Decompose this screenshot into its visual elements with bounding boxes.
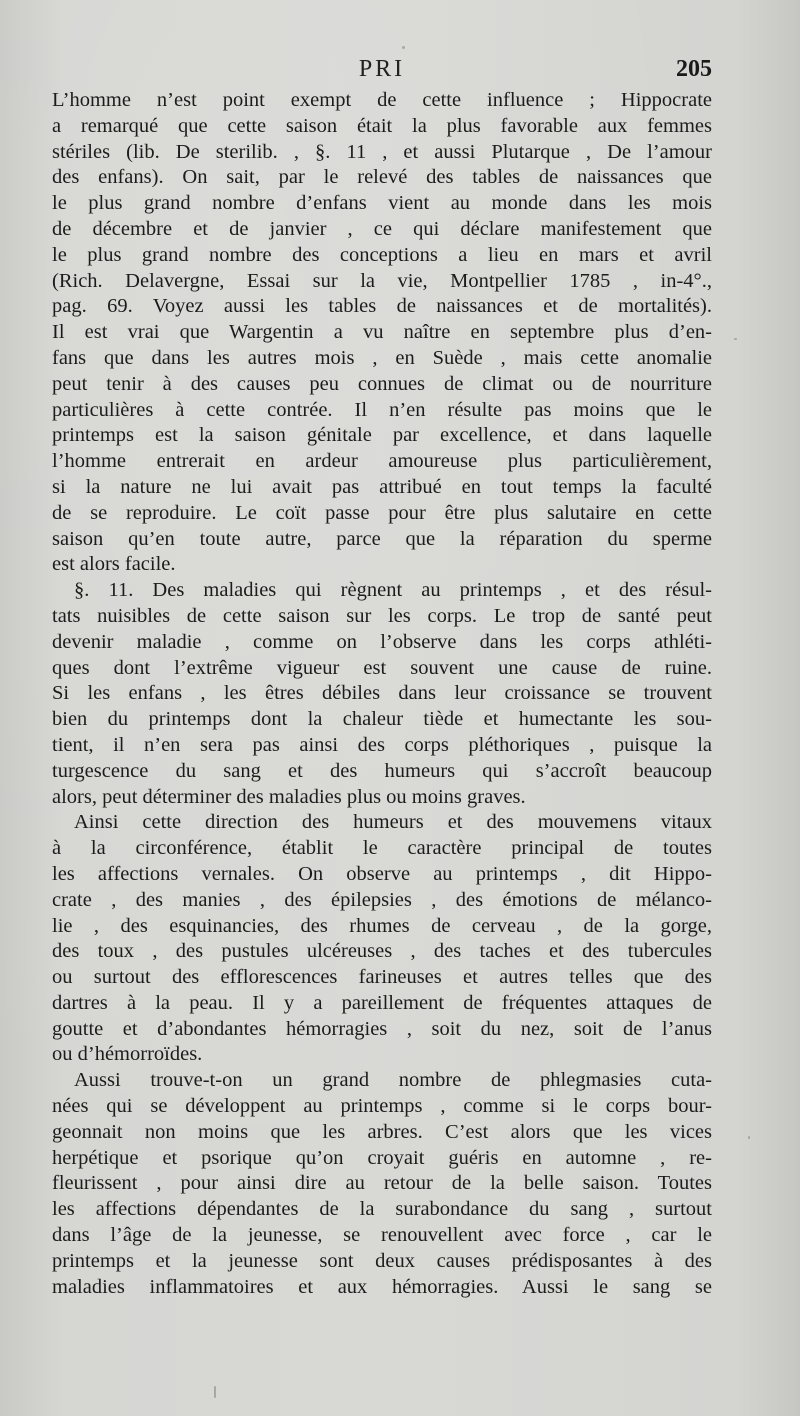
- paper-speck: [734, 338, 737, 340]
- text-line: particulières à cette contrée. Il n’en résulte pas moins que le: [52, 398, 712, 421]
- text-line: saison qu’en toute autre, parce que la réparation du sperme: [52, 527, 712, 550]
- text-line: le plus grand nombre des conceptions a lieu en mars et avril: [52, 243, 712, 266]
- text-line: a remarqué que cette saison était la plus favorable aux femmes: [52, 114, 712, 137]
- text-line: à la circonférence, établit le caractère principal de toutes: [52, 837, 712, 860]
- paper-speck: [402, 46, 405, 49]
- text-line: ques dont l’extrême vigueur est souvent une cause de ruine.: [52, 656, 712, 679]
- text-line: herpétique et psorique qu’on croyait guéris en automne , re-: [52, 1146, 712, 1169]
- text-line: des toux , des pustules ulcéreuses , des taches et des tubercules: [52, 940, 712, 963]
- text-line: stériles (lib. De sterilib. , §. 11 , et aussi Plutarque , De l’amour: [52, 140, 712, 163]
- text-line: dans l’âge de la jeunesse, se renouvellent avec force , car le: [52, 1224, 712, 1247]
- text-line: dartres à la peau. Il y a pareillement de fréquentes attaques de: [52, 991, 712, 1014]
- text-line: ou d’hémorroïdes.: [52, 1043, 203, 1066]
- text-line: Ainsi cette direction des humeurs et des mouvemens vitaux: [74, 811, 712, 834]
- text-line: geonnait non moins que les arbres. C’est alors que les vices: [52, 1120, 712, 1143]
- text-line: goutte et d’abondantes hémorragies , soit du nez, soit de l’anus: [52, 1017, 712, 1040]
- text-line: Si les enfans , les êtres débiles dans leur croissance se trouvent: [52, 682, 712, 705]
- section-heading-line: §. 11. Des maladies qui règnent au printemps , et des résul-: [74, 579, 712, 602]
- text-line: l’homme entrerait en ardeur amoureuse plus particulièrement,: [52, 450, 712, 473]
- text-line: Il est vrai que Wargentin a vu naître en septembre plus d’en-: [52, 321, 712, 344]
- text-line: de se reproduire. Le coït passe pour être plus salutaire en cette: [52, 501, 712, 524]
- text-line: les affections vernales. On observe au printemps , dit Hippo-: [52, 862, 712, 885]
- text-line: crate , des manies , des épilepsies , des émotions de mélanco-: [52, 888, 712, 911]
- text-line: (Rich. Delavergne, Essai sur la vie, Montpellier 1785 , in-4°.,: [52, 269, 712, 292]
- text-line: devenir maladie , comme on l’observe dans les corps athléti-: [52, 630, 712, 653]
- text-line: fleurissent , pour ainsi dire au retour de la belle saison. Toutes: [52, 1172, 712, 1195]
- text-line: bien du printemps dont la chaleur tiède et humectante les sou-: [52, 708, 712, 731]
- text-line: Aussi trouve-t-on un grand nombre de phlegmasies cuta-: [74, 1069, 712, 1092]
- text-line: turgescence du sang et des humeurs qui s’accroît beaucoup: [52, 759, 712, 782]
- text-line: alors, peut déterminer des maladies plus ou moins graves.: [52, 785, 526, 808]
- text-line: lie , des esquinancies, des rhumes de cerveau , de la gorge,: [52, 914, 712, 937]
- text-line: fans que dans les autres mois , en Suède , mais cette anomalie: [52, 346, 712, 369]
- text-line: tient, il n’en sera pas ainsi des corps pléthoriques , puisque la: [52, 733, 712, 756]
- text-line: tats nuisibles de cette saison sur les corps. Le trop de santé peut: [52, 604, 712, 627]
- text-line: si la nature ne lui avait pas attribué en tout temps la faculté: [52, 475, 712, 498]
- text-line: les affections dépendantes de la surabondance du sang , surtout: [52, 1198, 712, 1221]
- page-header: [52, 56, 712, 90]
- paper-speck: [214, 1386, 216, 1398]
- text-line: maladies inflammatoires et aux hémorragies. Aussi le sang se: [52, 1275, 712, 1298]
- text-line: est alors facile.: [52, 553, 176, 576]
- text-line: peut tenir à des causes peu connues de climat ou de nourriture: [52, 372, 712, 395]
- running-head: PRI: [358, 56, 406, 82]
- page-number: 205: [676, 56, 712, 82]
- paper-speck: [748, 1136, 750, 1139]
- text-line: ou surtout des efflorescences farineuses et autres telles que des: [52, 966, 712, 989]
- text-line: pag. 69. Voyez aussi les tables de naissances et de mortalités).: [52, 295, 712, 318]
- text-line: L’homme n’est point exempt de cette influence ; Hippocrate: [52, 89, 712, 111]
- text-line: printemps et la jeunesse sont deux causes prédisposantes à des: [52, 1249, 712, 1272]
- body-text: [52, 88, 712, 1300]
- text-line: des enfans). On sait, par le relevé des tables de naissances que: [52, 166, 712, 189]
- text-line: printemps est la saison génitale par excellence, et dans laquelle: [52, 424, 712, 447]
- text-line: nées qui se développent au printemps , comme si le corps bour-: [52, 1095, 712, 1118]
- text-line: de décembre et de janvier , ce qui déclare manifestement que: [52, 217, 712, 240]
- text-line: le plus grand nombre d’enfans vient au monde dans les mois: [52, 192, 712, 215]
